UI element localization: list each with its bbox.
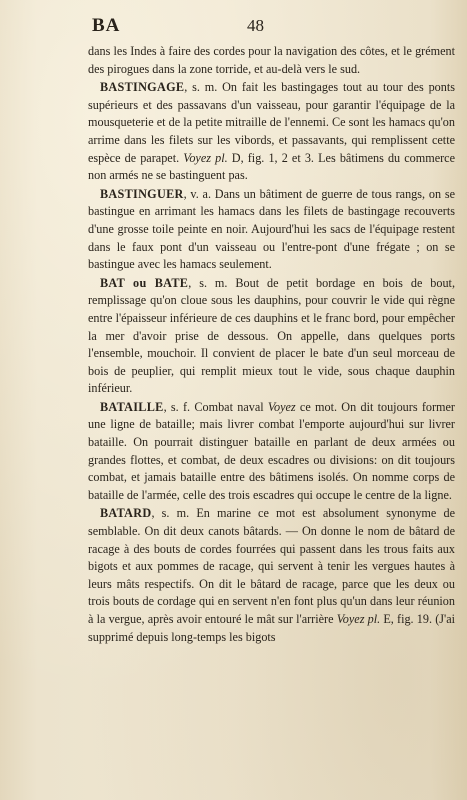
- entry-cross-reference: Voyez pl.: [183, 150, 228, 165]
- page-header: [92, 15, 457, 39]
- entry-text: En marine ce mot est absolument synonyme de semblable. On dit deux canots bâtards. — On donne le nom de bâtard de racage à des bouts de cordes fourrées qui passent dans les trous faits aux bigots et aux pommes de racage, qui servent à tenir les vergues hautes à leurs mâts respectifs. On dit le bâtard de racage, parce que les deux ou trois bouts de cordage qui en servent n'en font plus qu'un dans leur réunion à la vergue, après avoir entouré le mât sur l'arrière: [88, 506, 455, 626]
- entry-headword: BATAILLE: [100, 399, 164, 414]
- entry-text: E, fig. 19. (J'ai supprimé depuis long-temps les bigots: [88, 612, 456, 644]
- running-head: BA: [92, 15, 121, 36]
- entry-grammar: , s. m.: [184, 80, 218, 95]
- entry-text: On fait les bastingages tout au tour des ponts supérieurs et des passavans d'un vaisseau, pour garantir l'équipage de la mousqueterie et de la petite mitraille de l'ennemi. Ce sont les hamacs qu'on arrime dans les filets sur les vibords, et passavants, qui remplissent cette espèce de parapet.: [88, 80, 455, 165]
- entry-text: Combat naval: [190, 399, 268, 414]
- entry-bastingage: [88, 79, 455, 185]
- entry-text: Dans un bâtiment de guerre de tous rangs, on se bastingue en arrimant les hamacs dans les filets de bastingage recouverts d'une grosse toile peinte en noir. Aujourd'hui les sacs de l'équipage restent dans le faux pont d'un vaisseau ou l'entre-pont d'une frégate ; on se bastingue avec les hamacs seulement.: [88, 186, 455, 272]
- entry-grammar: , s. m.: [188, 275, 228, 290]
- entry-grammar: , s. f.: [163, 399, 191, 414]
- entry-text: ce mot. On dit toujours former une ligne de bataille; mais livrer combat l'emporte aujourd'hui sur livrer bataille. On pourrait distinguer bataille en parlant de deux armées ou grandes flottes, et combat, de deux escadres ou divisions: on dit toujours combat, et jamais bataille entre des bâtimens isolés. On nomme corps de bataille de l'armée, celle des trois escadres qui occupe le centre de la ligne.: [88, 399, 455, 502]
- entry-bataille: [88, 399, 455, 505]
- entry-headword: BASTINGUER: [100, 186, 184, 201]
- page-number: 48: [247, 16, 264, 35]
- entry-cross-reference: Voyez: [267, 399, 296, 414]
- entry-text: Bout de petit bordage en bois de bout, remplissage qu'on cloue sous les dauphins, pour couvrir le vide qui règne entre l'épaisseur inférieure de ces dauphins et le franc bord, pour empêcher la mer d'avoir prise de dessous. On appelle, dans quelques ports l'ensemble, mouchoir. Il convient de placer le bate d'un seul morceau de bois de peuplier, qui remplit mieux tout le vide, sous chaque dauphin inférieur.: [88, 275, 455, 396]
- entry-text: D, fig. 1, 2 et 3. Les bâtimens du commerce non armés ne se bastinguent pas.: [88, 150, 456, 183]
- entry-headword: BATARD: [100, 506, 152, 521]
- entry-bastinguer: [88, 186, 455, 274]
- entry-headword: BASTINGAGE: [100, 80, 185, 95]
- entry-bat: [88, 275, 455, 398]
- entry-headword: BAT ou BATE: [100, 275, 189, 290]
- continued-entry-text: dans les Indes à faire des cordes pour la navigation des côtes, et le grément des pirogues dans la zone torride, et au-delà vers le sud.: [88, 44, 455, 76]
- entry-cross-reference: Voyez pl.: [336, 612, 381, 626]
- entry-grammar: , s. m.: [151, 506, 190, 521]
- page-body: [88, 43, 455, 646]
- entry-batard: [88, 505, 455, 646]
- entry-grammar: , v. a.: [183, 186, 212, 201]
